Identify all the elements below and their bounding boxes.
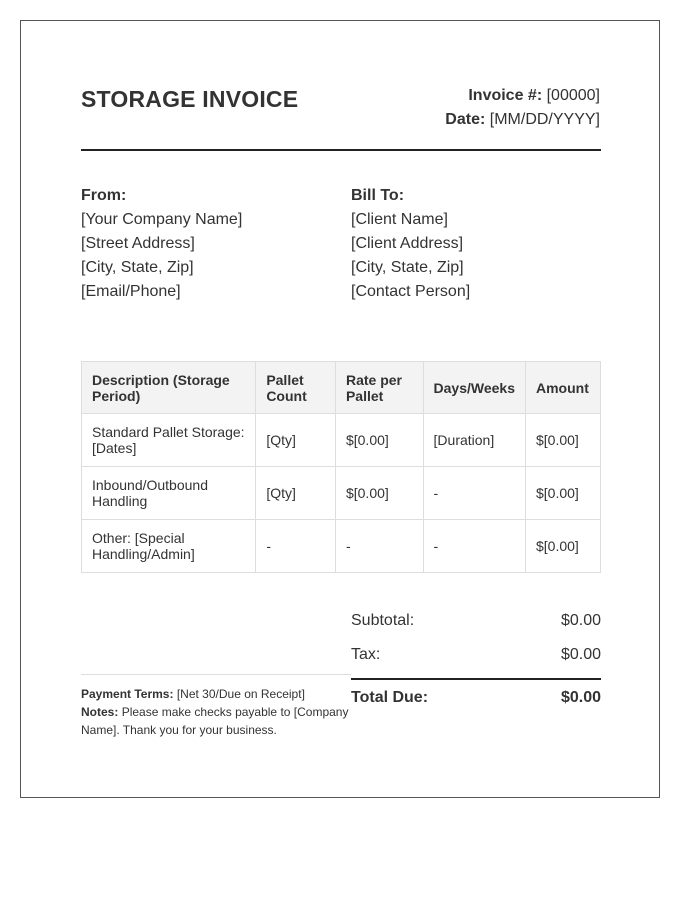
terms-notes-block (81, 685, 361, 739)
total-due-row (351, 685, 601, 719)
total-divider (351, 678, 601, 680)
from-street: [Street Address] (81, 235, 195, 252)
cell-pallet-count: - (256, 520, 336, 573)
bill-to-contact: [Contact Person] (351, 283, 471, 300)
invoice-date-value: [MM/DD/YYYY] (489, 111, 600, 128)
cell-amount: $[0.00] (526, 520, 601, 573)
invoice-number-value: [00000] (546, 87, 600, 104)
header-pallet-count: Pallet Count (256, 362, 336, 414)
table-row (82, 467, 601, 520)
from-contact: [Email/Phone] (81, 283, 181, 300)
tax-label: Tax: (351, 646, 381, 663)
footer-divider (81, 674, 351, 675)
from-city: [City, State, Zip] (81, 259, 194, 276)
cell-duration: - (423, 467, 525, 520)
invoice-page (20, 20, 660, 798)
bill-to-client-address: [Client Address] (351, 235, 464, 252)
cell-pallet-count: [Qty] (256, 467, 336, 520)
bill-to-label: Bill To: (351, 187, 405, 204)
bill-to-city: [City, State, Zip] (351, 259, 464, 276)
payment-terms-line (81, 685, 361, 703)
cell-amount: $[0.00] (526, 467, 601, 520)
invoice-date-label: Date: (445, 111, 486, 128)
cell-pallet-count: [Qty] (256, 414, 336, 467)
table-row (82, 520, 601, 573)
invoice-number-line (445, 84, 600, 108)
payment-terms-label: Payment Terms: (81, 687, 174, 701)
notes-label: Notes: (81, 705, 119, 719)
subtotal-value: $0.00 (560, 612, 601, 629)
invoice-title: STORAGE INVOICE (81, 86, 299, 112)
invoice-number-label: Invoice #: (468, 87, 543, 104)
cell-description: Other: [Special Handling/Admin] (82, 520, 256, 573)
from-label: From: (81, 187, 127, 204)
tax-row (351, 642, 601, 676)
from-block (81, 184, 242, 304)
header-duration: Days/Weeks (423, 362, 525, 414)
bill-to-block (351, 184, 470, 304)
line-items-table (81, 361, 601, 573)
cell-description: Standard Pallet Storage: [Dates] (82, 414, 256, 467)
notes-line (81, 703, 361, 739)
cell-duration: - (423, 520, 525, 573)
cell-rate: $[0.00] (335, 414, 423, 467)
totals-block (351, 608, 601, 719)
table-row (82, 414, 601, 467)
payment-terms-value: [Net 30/Due on Receipt] (176, 687, 305, 701)
table-header-row (82, 362, 601, 414)
from-company: [Your Company Name] (81, 211, 243, 228)
total-due-value: $0.00 (560, 689, 601, 706)
cell-description: Inbound/Outbound Handling (82, 467, 256, 520)
cell-rate: $[0.00] (335, 467, 423, 520)
header-description: Description (Storage Period) (82, 362, 256, 414)
notes-value: Please make checks payable to [Company Name]. Thank you for your business. (81, 705, 349, 737)
bill-to-client-name: [Client Name] (351, 211, 448, 228)
subtotal-label: Subtotal: (351, 612, 415, 629)
invoice-date-line (445, 108, 600, 132)
cell-duration: [Duration] (423, 414, 525, 467)
header-divider (81, 149, 601, 151)
header-rate: Rate per Pallet (335, 362, 423, 414)
subtotal-row (351, 608, 601, 642)
cell-amount: $[0.00] (526, 414, 601, 467)
cell-rate: - (335, 520, 423, 573)
tax-value: $0.00 (560, 646, 601, 663)
header-amount: Amount (526, 362, 601, 414)
total-due-label: Total Due: (351, 689, 429, 706)
invoice-meta (445, 84, 600, 132)
